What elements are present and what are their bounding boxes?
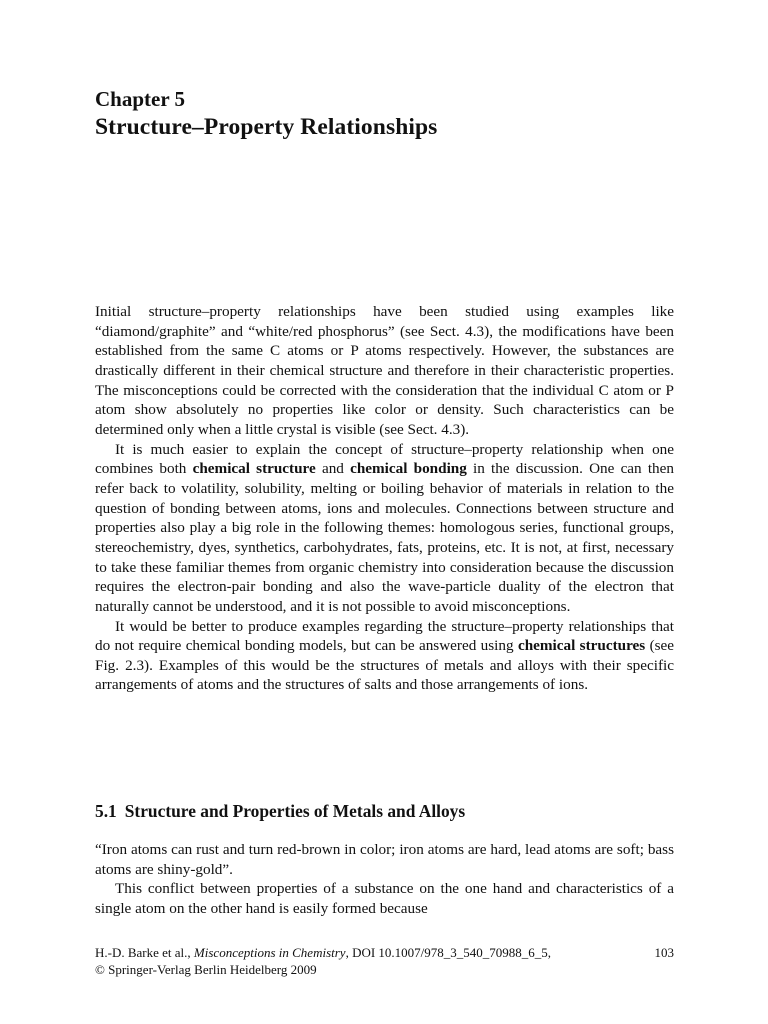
footer-doi: , DOI 10.1007/978_3_540_70988_6_5, <box>345 945 552 960</box>
paragraph-3-text-a: It would be better to produce examples regarding the structure–property relationships that do not require chemical bonding models, but can be answered using <box>95 617 674 655</box>
section-paragraph-2: This conflict between properties of a substance on the one hand and characteristics of a single atom on the other hand is easily formed because <box>95 880 674 917</box>
footer-citation <box>95 944 551 961</box>
section-heading <box>95 800 675 822</box>
paragraph-2-text-c: and <box>315 460 351 478</box>
paragraph-2-text-a: It is much easier to explain the concept of structure–property relationship when one combines both <box>95 440 674 478</box>
paragraph-2 <box>95 440 674 617</box>
footer-citation-line <box>95 944 674 961</box>
paragraph-3 <box>95 617 674 696</box>
footer-book-title: Misconceptions in Chemistry <box>193 945 346 960</box>
intro-text <box>95 302 674 695</box>
page-footer <box>95 944 674 978</box>
section-number: 5.1 <box>95 801 117 821</box>
footer-copyright: © Springer-Verlag Berlin Heidelberg 2009 <box>95 962 317 977</box>
bold-term-chemical-structure: chemical structure <box>192 460 316 478</box>
paragraph-3-text-c: (see Fig. 2.3). Examples of this would be the structures of metals and alloys with their specific arrangements of atoms and the structures of salts and those arrangements of ions. <box>95 637 675 694</box>
page-number: 103 <box>654 945 674 960</box>
section-text <box>95 840 674 919</box>
footer-authors: H.-D. Barke et al., <box>95 945 194 960</box>
section-paragraph-1: “Iron atoms can rust and turn red-brown in color; iron atoms are hard, lead atoms are soft; bass atoms are shiny-gold”. <box>95 841 674 878</box>
chapter-number: Chapter 5 <box>95 87 186 111</box>
bold-term-chemical-bonding: chemical bonding <box>350 460 467 478</box>
paragraph-2-text-d: in the discussion. One can then refer back to volatility, solubility, melting or boiling behavior of materials in relation to the question of bonding between atoms, ions and molecules. Connections between structure and properties also play a big role in the following themes: homologous series, functional groups, stereochemistry, dyes, synthetics, carbohydrates, fats, proteins, etc. It is not, at first, necessary to take these familiar themes from organic chemistry into consideration because the discussion requires the electron-pair bonding and also the wave-particle duality of the electron that naturally cannot be understood, and it is not possible to avoid misconceptions. <box>95 460 674 615</box>
section-title: Structure and Properties of Metals and Alloys <box>124 801 466 821</box>
chapter-heading <box>95 86 675 142</box>
chapter-title: Structure–Property Relationships <box>95 114 438 140</box>
paragraph-1: Initial structure–property relationships have been studied using examples like “diamond/graphite” and “white/red phosphorus” (see Sect. 4.3), the modifications have been established from the same C atoms or P atoms respectively. However, the substances are drastically different in their chemical structure and therefore in their characteristic properties. The misconceptions could be corrected with the consideration that the individual C atom or P atom show absolutely no properties like color or density. Such characteristics can be determined only when a little crystal is visible (see Sect. 4.3). <box>95 303 674 438</box>
bold-term-chemical-structures: chemical structures <box>517 637 646 655</box>
